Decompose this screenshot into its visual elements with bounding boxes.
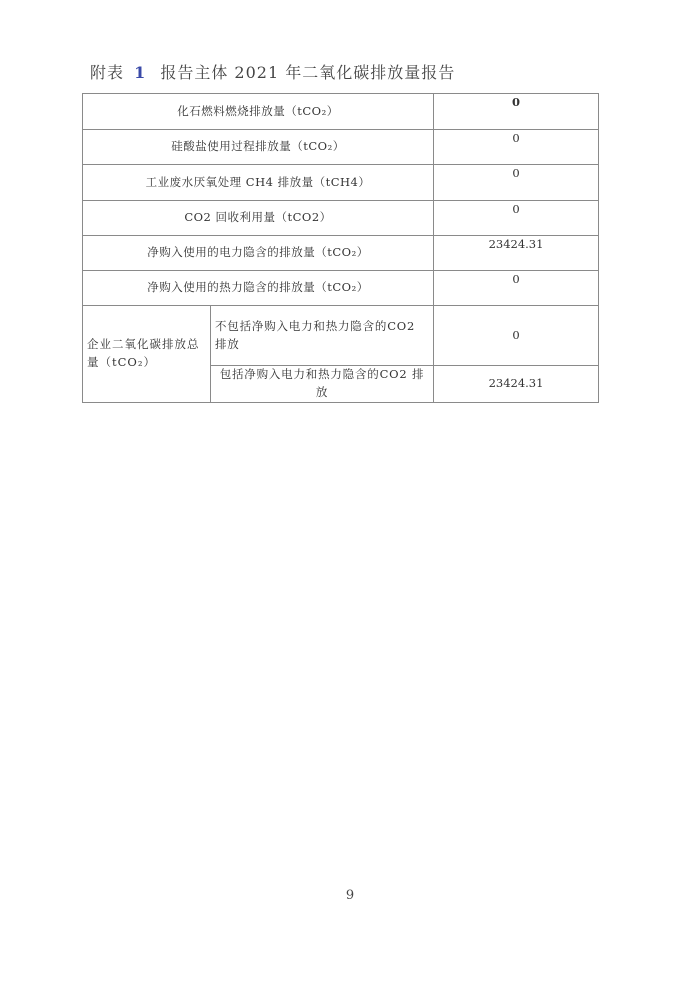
electricity-value: 23424.31	[434, 236, 599, 271]
title-prefix: 附表	[90, 63, 125, 82]
table-row	[83, 165, 599, 201]
fossil-fuel-value: 0	[434, 94, 599, 130]
table-row	[83, 94, 599, 130]
page-title	[90, 60, 455, 83]
fossil-fuel-label: 化石燃料燃烧排放量（tCO₂）	[83, 94, 434, 130]
table-row	[83, 271, 599, 306]
including-label: 包括净购入电力和热力隐含的CO2 排放	[211, 366, 434, 403]
table-row	[83, 236, 599, 271]
table-row	[83, 130, 599, 165]
including-value: 23424.31	[434, 366, 599, 403]
wastewater-value: 0	[434, 165, 599, 201]
heat-value: 0	[434, 271, 599, 306]
emission-report-table	[82, 93, 599, 403]
title-text: 报告主体 2021 年二氧化碳排放量报告	[160, 63, 456, 82]
excluding-value: 0	[434, 306, 599, 366]
page-number: 9	[345, 888, 355, 903]
total-emission-label: 企业二氧化碳排放总量（tCO₂）	[83, 306, 211, 403]
table-row	[83, 306, 599, 366]
silicate-label: 硅酸盐使用过程排放量（tCO₂）	[83, 130, 434, 165]
electricity-label: 净购入使用的电力隐含的排放量（tCO₂）	[83, 236, 434, 271]
co2-recovery-label: CO2 回收利用量（tCO2）	[83, 201, 434, 236]
heat-label: 净购入使用的热力隐含的排放量（tCO₂）	[83, 271, 434, 306]
table-row	[83, 201, 599, 236]
wastewater-label: 工业废水厌氧处理 CH4 排放量（tCH4）	[83, 165, 434, 201]
title-number: 1	[134, 63, 147, 82]
silicate-value: 0	[434, 130, 599, 165]
co2-recovery-value: 0	[434, 201, 599, 236]
excluding-label: 不包括净购入电力和热力隐含的CO2 排放	[211, 306, 434, 366]
